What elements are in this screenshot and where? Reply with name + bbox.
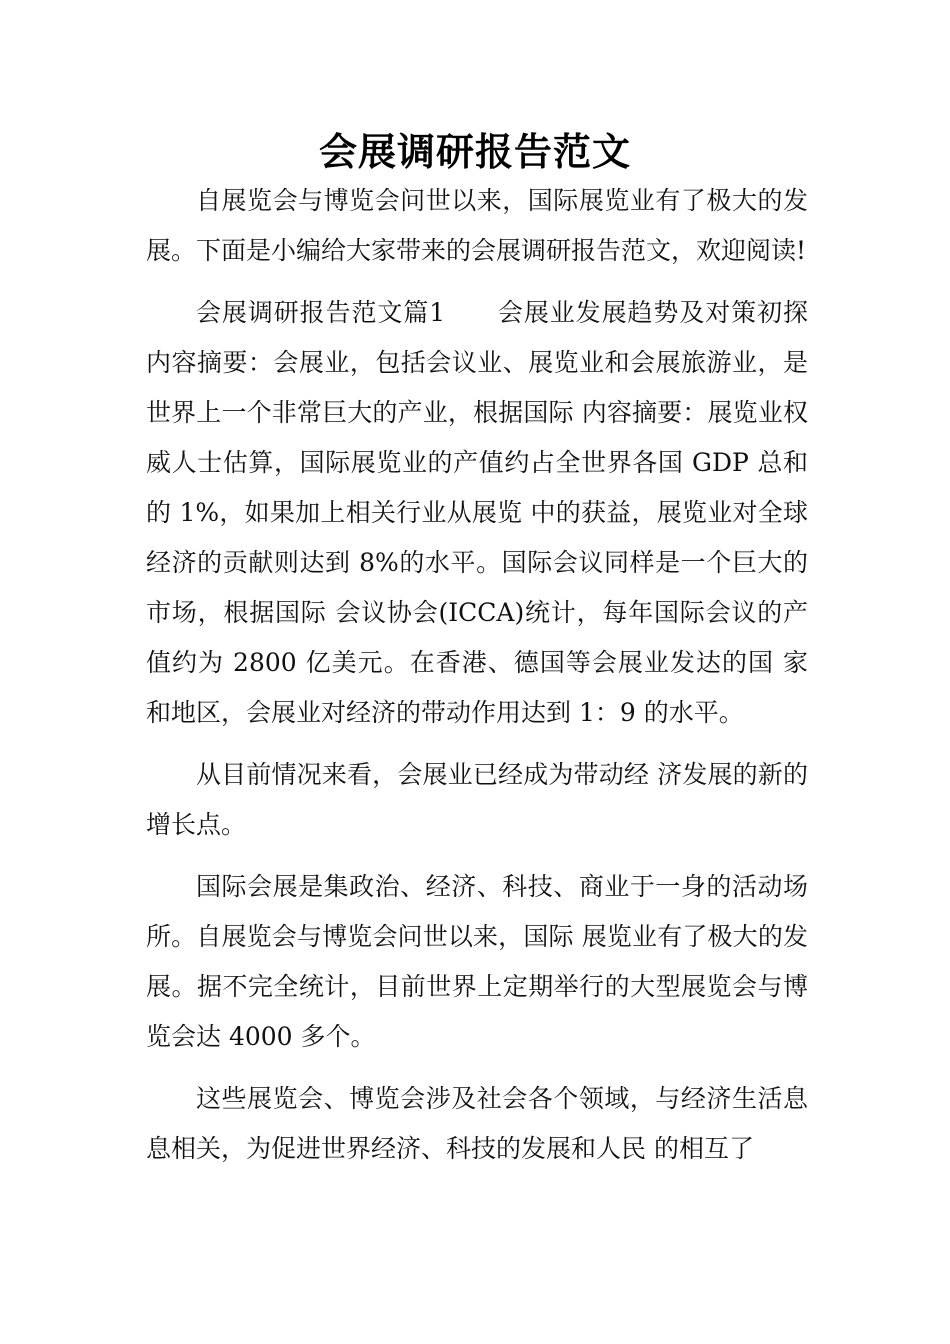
international-exhibition-paragraph: 国际会展是集政治、经济、科技、商业于一身的活动场所。自展览会与博览会问世以来，国际 展览业有了极大的发展。据不完全统计，目前世界上定期举行的大型展览会与博览会达 4000 多个。 <box>146 872 808 1051</box>
document-body <box>146 176 808 1186</box>
document-title: 会展调研报告范文 <box>318 129 631 174</box>
growth-point-paragraph: 从目前情况来看，会展业已经成为带动经 济发展的新的增长点。 <box>146 760 808 839</box>
intro-paragraph: 自展览会与博览会问世以来，国际展览业有了极大的发展。下面是小编给大家带来的会展调研报告范文，欢迎阅读! <box>146 186 808 265</box>
abstract-paragraph: 会展调研报告范文篇1 会展业发展趋势及对策初探内容摘要：会展业，包括会议业、展览业和会展旅游业，是世界上一个非常巨大的产业，根据国际 内容摘要：展览业权威人士估算，国际展览业的产值约占全世界各国 GDP 总和的 1%，如果加上相关行业从展览 中的获益，展览业对全球经济的贡献则达到 8%的水平。国际会议同样是一个巨大的市场，根据国际 会议协会(ICCA)统计，每年国际会议的产值约为 2800 亿美元。在香港、德国等会展业发达的国 家和地区，会展业对经济的带动作用达到 1：9 的水平。 <box>146 298 808 727</box>
exhibition-fields-paragraph: 这些展览会、博览会涉及社会各个领域，与经济生活息息相关，为促进世界经济、科技的发展和人民 的相互了 <box>146 1084 808 1163</box>
